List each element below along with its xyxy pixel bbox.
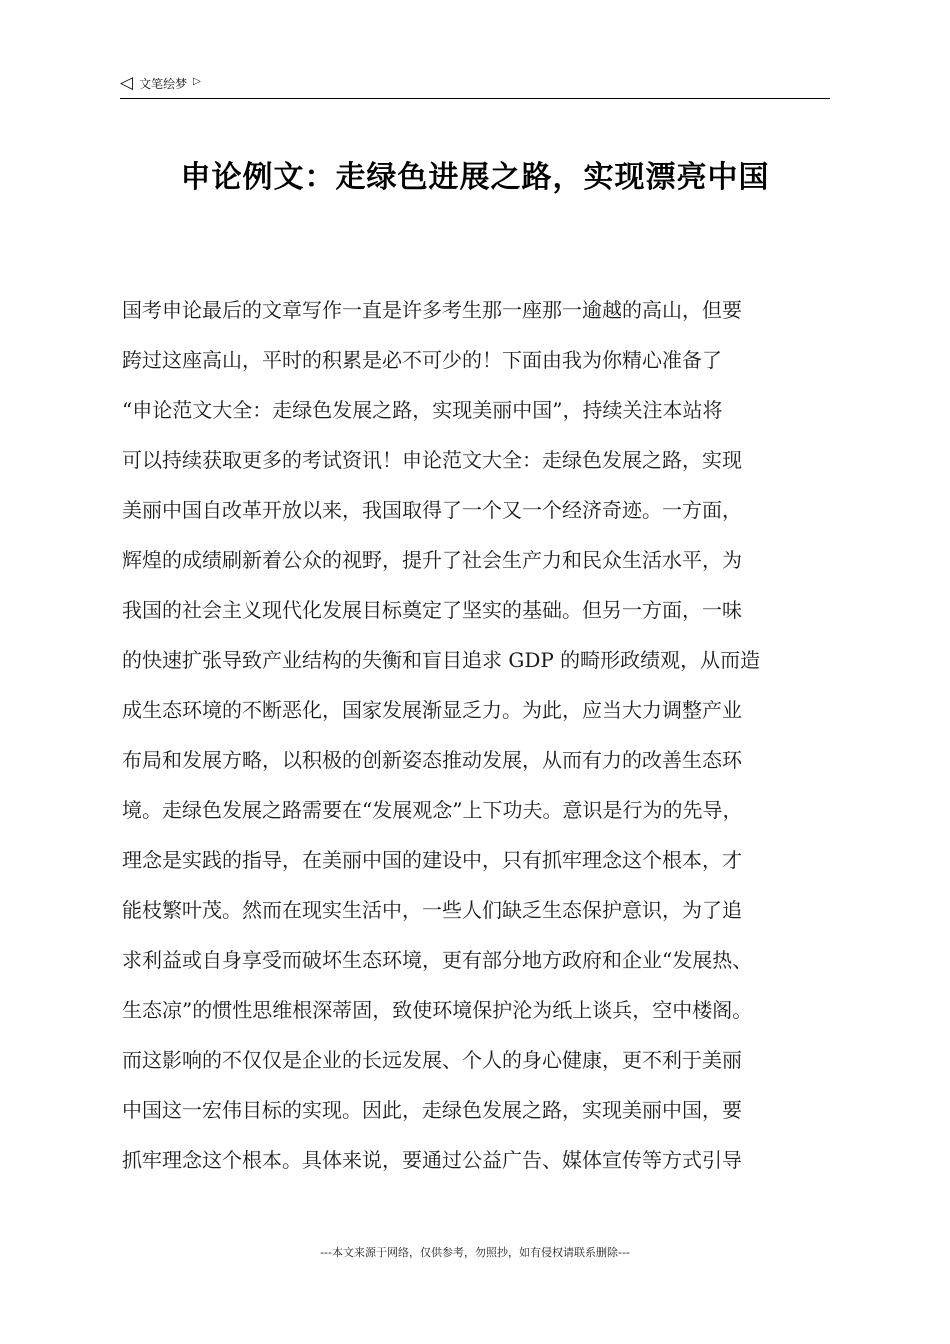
document-title: 申论例文：走绿色进展之路，实现漂亮中国 — [180, 160, 770, 195]
header-brand-row — [120, 74, 830, 92]
body-line: 理念是实践的指导，在美丽中国的建设中，只有抓牢理念这个根本，才 — [122, 848, 742, 872]
body-line: 可以持续获取更多的考试资讯！申论范文大全：走绿色发展之路，实现 — [122, 448, 742, 472]
page-header — [120, 74, 830, 99]
body-line: 成生态环境的不断恶化，国家发展渐显乏力。为此，应当大力调整产业 — [122, 698, 742, 722]
body-line: 美丽中国自改革开放以来，我国取得了一个又一个经济奇迹。一方面， — [122, 498, 742, 522]
body-line: 的快速扩张导致产业结构的失衡和盲目追求 GDP 的畸形政绩观，从而造 — [122, 648, 761, 672]
body-line: “申论范文大全：走绿色发展之路，实现美丽中国”，持续关注本站将 — [122, 398, 723, 422]
body-line: 布局和发展方略，以积极的创新姿态推动发展，从而有力的改善生态环 — [122, 748, 742, 772]
body-line: 境。走绿色发展之路需要在“发展观念”上下功夫。意识是行为的先导， — [122, 798, 743, 822]
body-line: 辉煌的成绩刷新着公众的视野，提升了社会生产力和民众生活水平，为 — [122, 548, 742, 572]
triangle-right-icon: ▷ — [193, 75, 201, 87]
body-line: 跨过这座高山，平时的积累是必不可少的！下面由我为你精心准备了 — [122, 348, 722, 372]
body-line: 抓牢理念这个根本。具体来说，要通过公益广告、媒体宣传等方式引导 — [122, 1148, 742, 1172]
body-line: 生态凉”的惯性思维根深蒂固，致使环境保护沦为纸上谈兵，空中楼阁。 — [122, 998, 753, 1022]
footer-disclaimer: ---本文来源于网络，仅供参考，勿照抄，如有侵权请联系删除--- — [320, 1246, 630, 1259]
body-line: 能枝繁叶茂。然而在现实生活中，一些人们缺乏生态保护意识，为了追 — [122, 898, 742, 922]
body-line: 求利益或自身享受而破坏生态环境，更有部分地方政府和企业“发展热、 — [122, 948, 753, 972]
document-body — [122, 290, 834, 1190]
body-line: 国考申论最后的文章写作一直是许多考生那一座那一逾越的高山，但要 — [122, 298, 742, 322]
body-line: 而这影响的不仅仅是企业的长远发展、个人的身心健康，更不利于美丽 — [122, 1048, 742, 1072]
triangle-left-icon: ◁ — [120, 73, 134, 93]
body-line: 我国的社会主义现代化发展目标奠定了坚实的基础。但另一方面，一味 — [122, 598, 742, 622]
body-line: 中国这一宏伟目标的实现。因此，走绿色发展之路，实现美丽中国，要 — [122, 1098, 742, 1122]
header-brand-text: 文笔绘梦 — [139, 76, 188, 91]
